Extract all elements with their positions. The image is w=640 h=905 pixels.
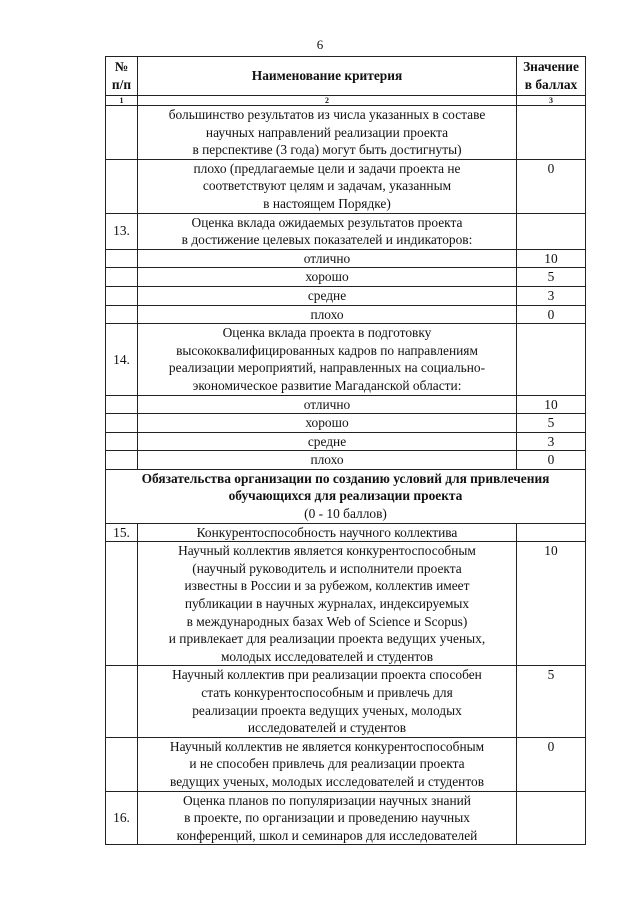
option-row: [106, 305, 586, 324]
criterion-text: Научный коллектив является конкурентоспособным (научный руководитель и исполнители проекта известны в России и за рубежом, коллектив имеет публикации в научных журналах, индексируемых в международных базах Web of Science и Scopus) и привлекает для реализации проекта ведущих ученых, молодых исследователей и студентов: [138, 542, 517, 666]
option-label: средне: [138, 286, 517, 305]
index-3: 3: [517, 96, 586, 106]
table-row: [106, 666, 586, 737]
table-row: [106, 159, 586, 213]
header-number: № п/п: [106, 57, 138, 96]
header-row: [106, 57, 586, 96]
option-label: плохо: [138, 305, 517, 324]
criteria-table: [105, 56, 586, 845]
table-row: [106, 737, 586, 791]
option-row: [106, 451, 586, 470]
option-row: [106, 432, 586, 451]
table-row: [106, 523, 586, 542]
criterion-text: плохо (предлагаемые цели и задачи проекта не соответствуют целям и задачам, указанным в настоящем Порядке): [138, 159, 517, 213]
option-label: средне: [138, 432, 517, 451]
score-value: 5: [517, 666, 586, 737]
score-value: 0: [517, 451, 586, 470]
section-header-row: [106, 469, 586, 523]
option-label: плохо: [138, 451, 517, 470]
row-number: 14.: [106, 324, 138, 395]
option-label: хорошо: [138, 268, 517, 287]
option-row: [106, 268, 586, 287]
criterion-text: Оценка вклада ожидаемых результатов проекта в достижение целевых показателей и индикаторов:: [138, 213, 517, 249]
option-label: отлично: [138, 395, 517, 414]
option-row: [106, 414, 586, 433]
row-number: 13.: [106, 213, 138, 249]
header-criterion: Наименование критерия: [138, 57, 517, 96]
option-row: [106, 249, 586, 268]
option-label: хорошо: [138, 414, 517, 433]
score-value: 10: [517, 395, 586, 414]
criterion-text: большинство результатов из числа указанных в составе научных направлений реализации проекта в перспективе (3 года) могут быть достигнуты): [138, 106, 517, 160]
section-title: Обязательства организации по созданию условий для привлечения обучающихся для реализации проекта (0 - 10 баллов): [106, 469, 586, 523]
criterion-text: Оценка вклада проекта в подготовку высококвалифицированных кадров по направлениям реализации мероприятий, направленных на социально- экономическое развитие Магаданской области:: [138, 324, 517, 395]
table-row: [106, 324, 586, 395]
index-2: 2: [138, 96, 517, 106]
score-value: 0: [517, 737, 586, 791]
index-1: 1: [106, 96, 138, 106]
page-number: 6: [316, 37, 324, 52]
table-row: [106, 213, 586, 249]
option-row: [106, 395, 586, 414]
section-range: (0 - 10 баллов): [304, 506, 387, 522]
option-label: отлично: [138, 249, 517, 268]
row-number: 16.: [106, 791, 138, 845]
score-value: 3: [517, 286, 586, 305]
score-value: 5: [517, 414, 586, 433]
option-row: [106, 286, 586, 305]
criterion-text: Научный коллектив не является конкурентоспособным и не способен привлечь для реализации проекта ведущих ученых, молодых исследователей и студентов: [138, 737, 517, 791]
score-value: 10: [517, 249, 586, 268]
score-value: 0: [517, 305, 586, 324]
table-row: [106, 791, 586, 845]
row-number: 15.: [106, 523, 138, 542]
table-row: [106, 542, 586, 666]
score-value: 10: [517, 542, 586, 666]
score-value: 3: [517, 432, 586, 451]
criterion-text: Оценка планов по популяризации научных знаний в проекте, по организации и проведению научных конференций, школ и семинаров для исследователей: [138, 791, 517, 845]
criterion-text: Научный коллектив при реализации проекта способен стать конкурентоспособным и привлечь для реализации проекта ведущих ученых, молодых исследователей и студентов: [138, 666, 517, 737]
score-value: 0: [517, 159, 586, 213]
score-value: 5: [517, 268, 586, 287]
header-score: Значение в баллах: [517, 57, 586, 96]
index-row: [106, 96, 586, 106]
criterion-title: Конкурентоспособность научного коллектива: [138, 523, 517, 542]
table-row: [106, 106, 586, 160]
